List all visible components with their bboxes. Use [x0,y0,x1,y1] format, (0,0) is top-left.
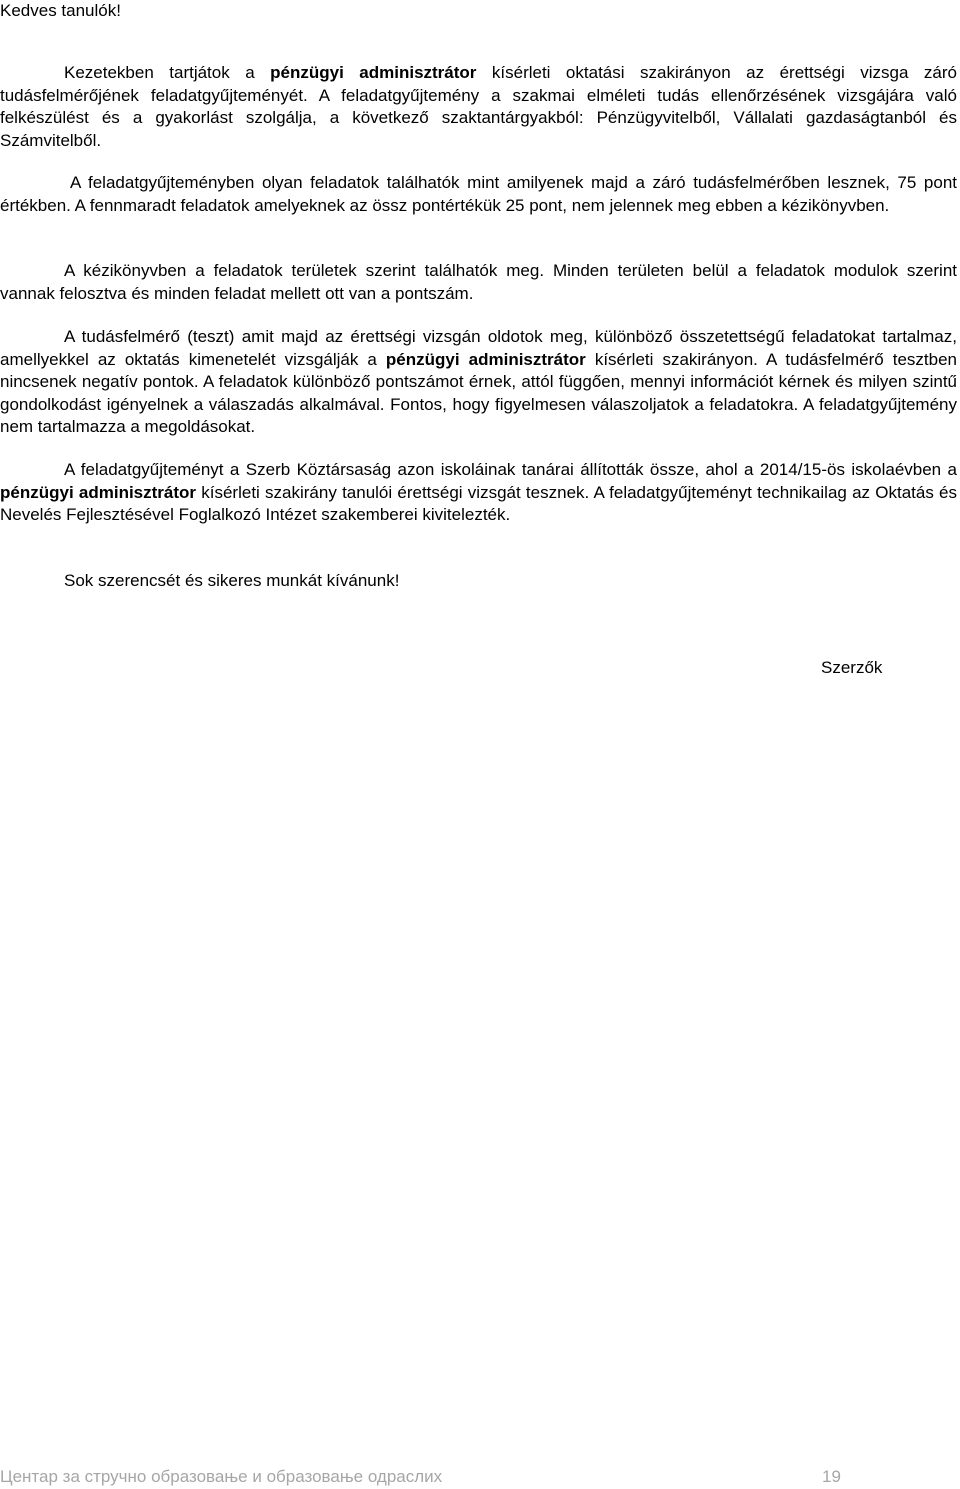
paragraph-authors-info [0,459,957,527]
paragraph-text: kísérleti oktatási szakirányon az érettségi vizsga záró tudásfelmérőjének feladatgyűjteményét. A feladatgyűjtemény a szakmai elméleti tudás ellenőrzésének vizsgájára való felkészülést és a gyakorlást szolgálja, a következő szaktantárgyakból: Pénzügyvitelből, Vállalati gazdaságtanból és Számvitelből. [0,63,958,150]
paragraph-test-info [0,326,957,439]
page-footer [0,1466,960,1489]
paragraph-text: Kezetekben tartjátok a [64,63,271,82]
paragraph-task-scope: A feladatgyűjteményben olyan feladatok találhatók mint amilyenek majd a záró tudásfelmérőben lesznek, 75 pont értékben. A fennmaradt feladatok amelyeknek az össz pontértékük 25 pont, nem jelennek meg ebben a kézikönyvben. [0,173,957,215]
paragraph-structure: A kézikönyvben a feladatok területek szerint találhatók meg. Minden területen belül a feladatok modulok szerint vannak felosztva és minden feladat mellett ott van a pontszám. [0,261,957,303]
paragraph-text: A feladatgyűjteményt a Szerb Köztársaság azon iskoláinak tanárai állították össze, ahol a 2014/15-ös iskolaévben a [64,460,957,479]
emphasis-program-name: pénzügyi adminisztrátor [270,63,477,82]
closing-wish: Sok szerencsét és sikeres munkát kívánunk! [64,571,400,590]
emphasis-program-name: pénzügyi adminisztrátor [0,482,197,502]
paragraph-text: kísérleti szakirány tanulói érettségi vizsgát tesznek. A feladatgyűjteményt technikailag az Oktatás és Nevelés Fejlesztésével Foglalkozó Intézet szakemberei kivitelezték. [0,482,957,524]
paragraph-text: A tudásfelmérő (teszt) amit majd az érettségi vizsgán oldotok meg, különböző összetettségű feladatokat tartalmaz, amellyekkel az oktatás kimenetelét vizsgálják a [0,327,957,369]
signature: Szerzők [821,658,883,677]
greeting: Kedves tanulók! [0,1,121,20]
paragraph-text: kísérleti szakirányon. A tudásfelmérő tesztben nincsenek negatív pontok. A feladatok különböző pontszámot érnek, attól függően, mennyi információt kérnek és milyen szintű gondolkodást igényelnek a válaszadás alkalmával. Fontos, hogy figyelmesen válaszoljatok a feladatokra. A feladatgyűjtemény nem tartalmazza a megoldásokat. [0,349,958,436]
emphasis-program-name: pénzügyi adminisztrátor [385,349,586,369]
footer-institution: Центар за стручно образовање и образовање одраслих [0,1467,443,1486]
page-number: 19 [822,1467,841,1486]
paragraph-intro [0,62,957,152]
